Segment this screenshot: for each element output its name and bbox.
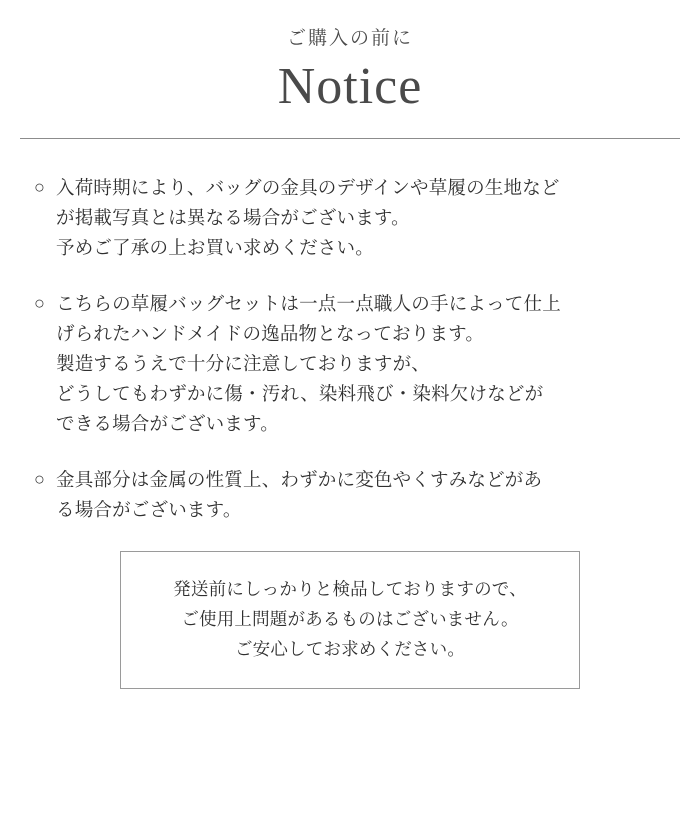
bullet-icon: ○	[34, 469, 45, 490]
note-text	[56, 289, 666, 439]
bullet-icon: ○	[34, 177, 45, 198]
note-line: こちらの草履バッグセットは一点一点職人の手によって仕上	[56, 293, 561, 315]
callout-line: ご安心してお求めください。	[234, 639, 466, 660]
list-item	[34, 173, 666, 263]
page-header	[0, 0, 700, 116]
note-line: る場合がございます。	[56, 499, 242, 521]
note-line: が掲載写真とは異なる場合がございます。	[56, 207, 410, 229]
page-subtitle: ご購入の前に	[286, 28, 413, 49]
callout-line: ご使用上問題があるものはございません。	[181, 609, 519, 630]
note-line: どうしてもわずかに傷・汚れ、染料飛び・染料欠けなどが	[56, 383, 544, 405]
list-item	[34, 289, 666, 439]
callout-line: 発送前にしっかりと検品しておりますので、	[173, 579, 527, 600]
note-line: 製造するうえで十分に注意しておりますが、	[56, 353, 431, 375]
notice-list	[0, 139, 700, 525]
note-line: 金具部分は金属の性質上、わずかに変色やくすみなどがあ	[56, 469, 543, 491]
page-title: Notice	[277, 57, 423, 115]
note-line: 入荷時期により、バッグの金具のデザインや草履の生地など	[56, 177, 560, 199]
callout-wrapper	[0, 551, 700, 689]
note-line: げられたハンドメイドの逸品物となっております。	[56, 323, 485, 345]
bullet-icon: ○	[34, 293, 45, 314]
callout-box	[120, 551, 580, 689]
note-text	[56, 173, 666, 263]
list-item	[34, 465, 666, 525]
note-line: 予めご了承の上お買い求めください。	[56, 237, 374, 259]
note-text	[56, 465, 666, 525]
note-line: できる場合がございます。	[56, 413, 279, 435]
